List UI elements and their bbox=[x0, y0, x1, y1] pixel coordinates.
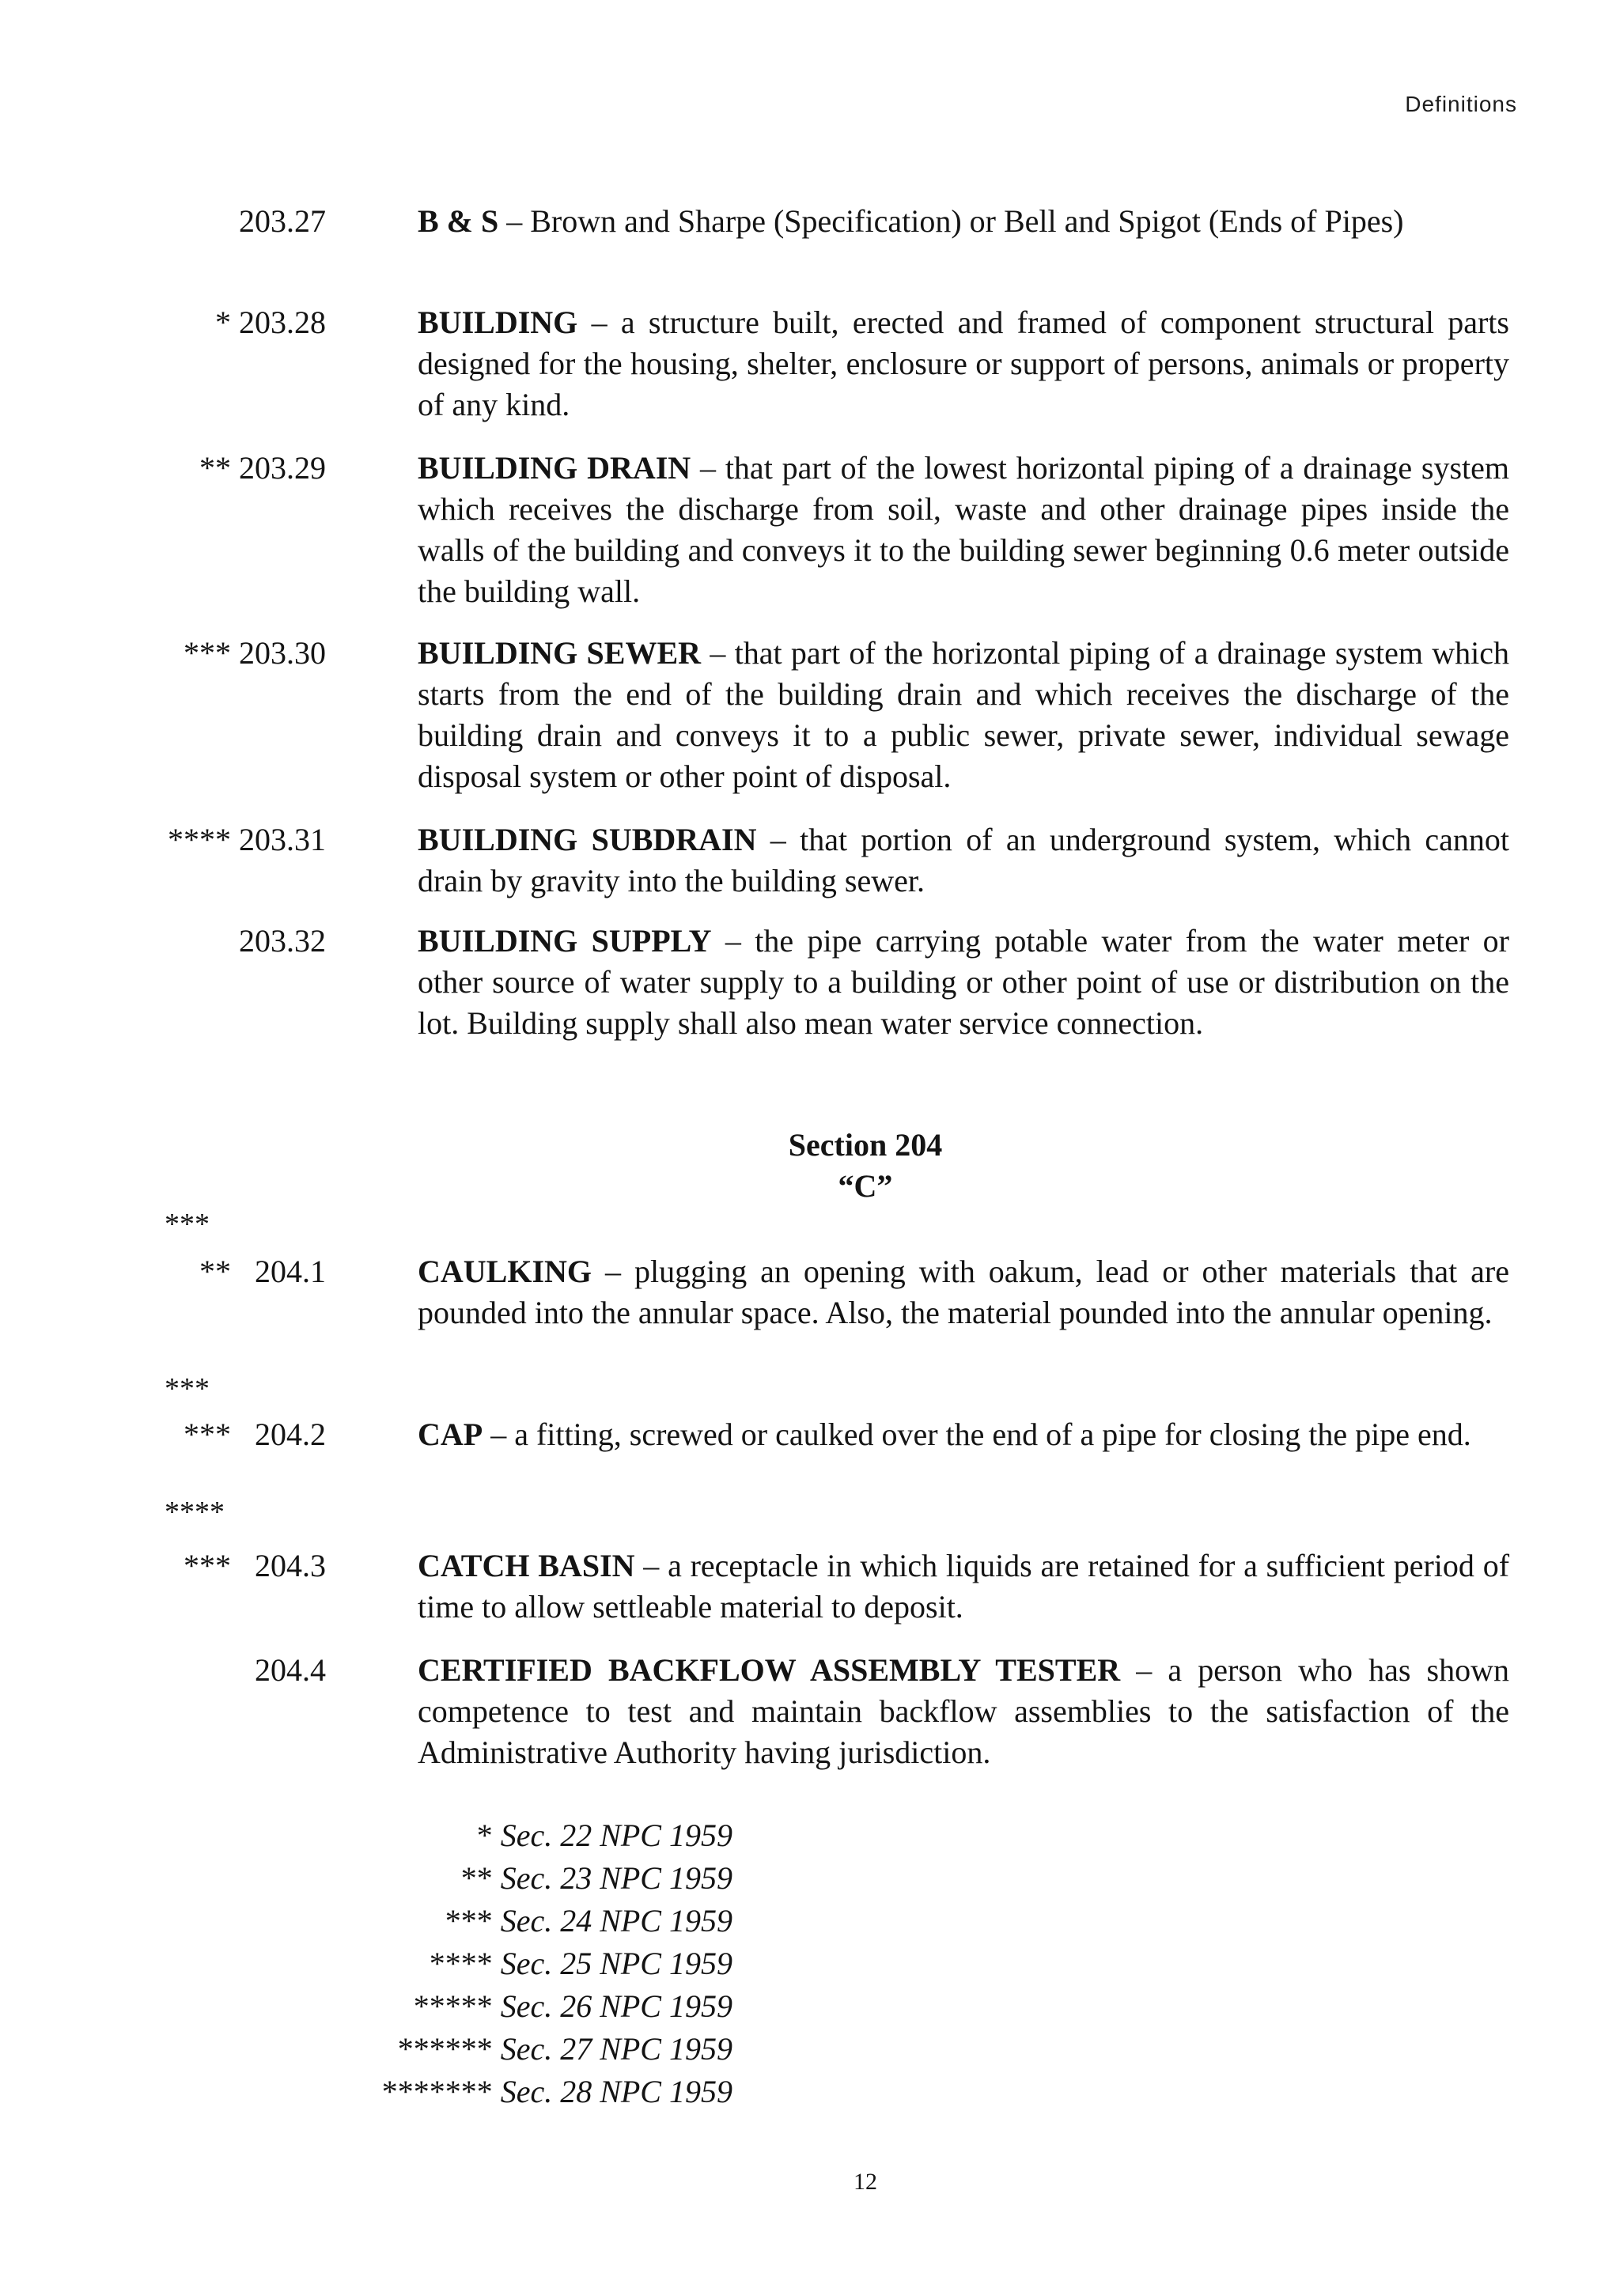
entry-term: BUILDING SUPPLY bbox=[418, 923, 712, 959]
entry-body bbox=[418, 1414, 1509, 1455]
entry-definition: – Brown and Sharpe (Specification) or Bell and Spigot (Ends of Pipes) bbox=[498, 203, 1404, 239]
entry-body bbox=[418, 819, 1509, 902]
entry-number: **** 203.31 bbox=[168, 822, 326, 857]
entry-definition: – a person who has shown competence to test and maintain backflow assemblies to the satisfaction of the Administrative Authority having jurisdiction. bbox=[418, 1652, 1509, 1770]
section-title: Section 204 bbox=[788, 1127, 943, 1163]
entry-body bbox=[418, 448, 1509, 612]
entry-number: 204.4 bbox=[255, 1652, 326, 1688]
entry-term: BUILDING bbox=[418, 304, 578, 340]
entry-number: *** 204.2 bbox=[184, 1417, 326, 1452]
entry-definition: – that part of the horizontal piping of a drainage system which starts from the end of the building drain and which receives the discharge of the building drain and conveys it to a public sewer, private sewer, individual sewage disposal system or other point of disposal. bbox=[418, 635, 1509, 794]
entry-definition: – plugging an opening with oakum, lead or other materials that are pounded into the annular space. Also, the material pounded into the annular opening. bbox=[418, 1254, 1509, 1330]
entry-number: *** 203.30 bbox=[184, 635, 326, 671]
entry-number: *** 204.3 bbox=[184, 1548, 326, 1583]
entry-body bbox=[418, 1650, 1509, 1773]
footnote: ******* Sec. 28 NPC 1959 bbox=[381, 2074, 732, 2109]
revision-marker: *** bbox=[165, 1208, 210, 1241]
entry-body bbox=[418, 921, 1509, 1044]
footnote: ***** Sec. 26 NPC 1959 bbox=[413, 1988, 732, 2024]
footnote: ****** Sec. 27 NPC 1959 bbox=[397, 2031, 732, 2067]
entry-number: ** 204.1 bbox=[199, 1254, 326, 1289]
revision-marker: *** bbox=[165, 1372, 210, 1405]
entry-number: 203.32 bbox=[239, 923, 326, 959]
entry-definition: – a receptacle in which liquids are retained for a sufficient period of time to allow settleable material to deposit. bbox=[418, 1548, 1510, 1625]
entry-term: BUILDING SEWER bbox=[418, 635, 702, 671]
entry-number: 203.27 bbox=[239, 203, 326, 239]
entry-term: BUILDING DRAIN bbox=[418, 450, 691, 486]
entry-term: B & S bbox=[418, 203, 499, 239]
entry-definition: – a fitting, screwed or caulked over the end of a pipe for closing the pipe end. bbox=[483, 1417, 1471, 1452]
entry-body bbox=[418, 302, 1509, 426]
entry-term: CATCH BASIN bbox=[418, 1548, 635, 1583]
section-letter: “C” bbox=[838, 1168, 893, 1204]
footnote: **** Sec. 25 NPC 1959 bbox=[429, 1946, 732, 1981]
entry-definition: – a structure built, erected and framed of component structural parts designed for the housing, shelter, enclosure or support of persons, animals or property of any kind. bbox=[418, 304, 1509, 422]
footnote: ** Sec. 23 NPC 1959 bbox=[460, 1860, 732, 1896]
entry-term: BUILDING SUBDRAIN bbox=[418, 822, 757, 857]
entry-definition: – that part of the lowest horizontal piping of a drainage system which receives the discharge from soil, waste and other drainage pipes inside the walls of the building and conveys it to the building sewer beginning 0.6 meter outside the building wall. bbox=[418, 450, 1509, 609]
running-header: Definitions bbox=[1405, 92, 1517, 116]
footnote: * Sec. 22 NPC 1959 bbox=[476, 1818, 732, 1853]
entry-body bbox=[418, 633, 1509, 797]
page-number: 12 bbox=[854, 2169, 877, 2195]
entry-term: CAP bbox=[418, 1417, 483, 1452]
entry-term: CAULKING bbox=[418, 1254, 592, 1289]
footnotes bbox=[382, 1814, 732, 2113]
entry-definition: – that portion of an underground system, which cannot drain by gravity into the building sewer. bbox=[418, 822, 1509, 898]
entry-number: ** 203.29 bbox=[199, 450, 326, 486]
section-heading bbox=[0, 1125, 1620, 1207]
entry-body bbox=[418, 201, 1509, 242]
entry-number: * 203.28 bbox=[215, 304, 326, 340]
entry-body bbox=[418, 1251, 1509, 1333]
footnote: *** Sec. 24 NPC 1959 bbox=[445, 1903, 732, 1939]
revision-marker: **** bbox=[165, 1496, 225, 1529]
entry-body bbox=[418, 1545, 1509, 1628]
entry-term: CERTIFIED BACKFLOW ASSEMBLY TESTER bbox=[418, 1652, 1121, 1688]
entry-definition: – the pipe carrying potable water from the water meter or other source of water supply to a building or other point of use or distribution on the lot. Building supply shall also mean water service connection. bbox=[418, 923, 1509, 1041]
